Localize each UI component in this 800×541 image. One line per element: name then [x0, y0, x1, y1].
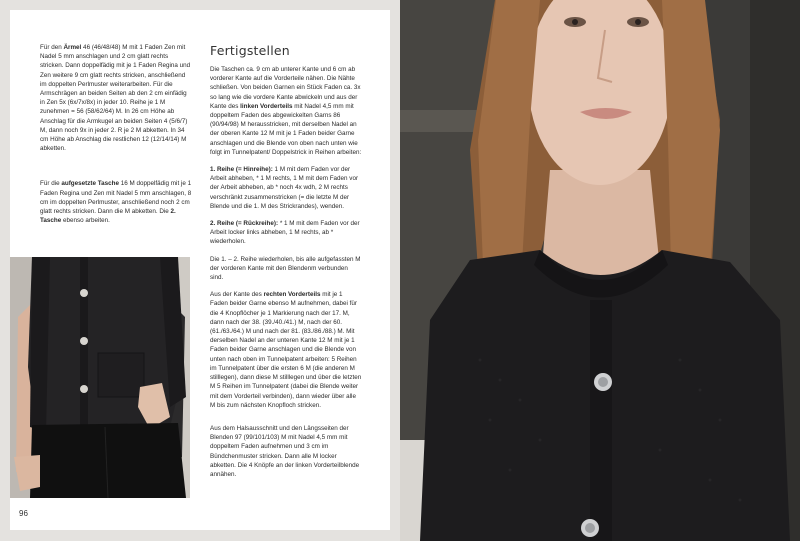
left-page [10, 10, 390, 530]
repeat-instructions: Die 1. – 2. Reihe wiederholen, bis alle aufgefassten M der vorderen Kante mit den Blendenm verbunden sind. [210, 255, 361, 282]
model-portrait-photo [400, 0, 800, 541]
sleeve-lead: Für den [40, 44, 64, 51]
cardigan-detail-photo [10, 257, 190, 498]
row-1-instructions [210, 165, 362, 211]
right-front-lead: Aus der Kante des [210, 291, 264, 299]
pocket-text: 16 M doppelfädig mit je 1 Faden Regina und Zen mit Nadel 5 mm anschlagen, 8 cm im doppelten Perlmuster, anschließend noch 2 cm glatt rechts stricken. Dann die M abketten. Die [40, 180, 192, 216]
right-text-column [210, 43, 362, 487]
neckline-instructions: Aus dem Halsausschnitt und den Längsseiten der Blenden 97 (99/101/103) M mit Nadel 4,5 mm mit doppeltem Faden aufnehmen und 3 cm im Bündchenmuster stricken. Dann alle M locker abketten. Die 4 Knöpfe an der linken Vorderteilblende annähen. [210, 424, 360, 478]
left-front-label: linken Vorderteils [240, 102, 293, 110]
pocket-tail: ebenso arbeiten. [61, 217, 110, 225]
pocket-lead: Für die [40, 180, 62, 188]
right-front-instructions [210, 290, 362, 410]
sleeve-instructions [40, 43, 192, 153]
page-number: 96 [19, 509, 28, 518]
right-front-label: rechten Vorderteils [263, 291, 321, 299]
left-text-column [40, 43, 192, 233]
row-1-label: 1. Reihe (= Hinreihe): [210, 166, 273, 174]
sleeve-text: 46 (46/48/48) M mit 1 Faden Zen mit Nadel 5 mm anschlagen und 2 cm glatt rechts stricken. Dann doppelfädig mit je 1 Faden Regina und Zen weitere 9 cm glatt rechts stricken, anschließend im doppelten Perlmuster weiterarbeiten. Für die Armschrägen an beiden Seiten ab den 2 cm einfädig in Zen 5x (6x/7x/8x) in jeder 10. Reihe je 1 M zunehmen = 56 (58/62/64) M. In 26 cm Höhe ab Anschlag für die Armkugel an beiden Seiten 4 (5/6/7) M, dann noch 9x in jeder 2. R je 2 M abketten. In 34 cm Höhe ab Anschlag die restlichen 12 (12/14/14) M abketten. [40, 44, 191, 153]
pocket-instructions [40, 179, 192, 225]
right-front-text: mit je 1 Faden beider Garne ebenso M aufnehmen, dabei für die 4 Knopflöcher je 1 Markierung nach der 17. M, dann nach der 38. (39./40./41.) M, nach der 60. (61./63./64.) M und nach der 81. (83./86./88.) M. Mit derselben Nadel an der unteren Kante 12 M mit je 1 Faden beider Garne anschlagen und die Blende von unten nach oben im Tunnelpatent arbeiten: 5 Reihen im Tunnelpatent über die ersten 6 M (die anderen M stilllegen), dann diese M stilllegen und über die letzten M 5 Reihen im Tunnelpatent (dabei die Blende weiter mit dem Vorderteil verbinden), dann wieder über alle M bis zum nächsten Knopfloch stricken. [210, 291, 362, 409]
row-2-label: 2. Reihe (= Rückreihe): [210, 220, 279, 228]
sleeve-heading: Ärmel [63, 44, 82, 51]
second-pocket-label: 2. Tasche [40, 208, 176, 225]
finishing-intro [210, 65, 362, 157]
row-1-text: 1 M mit dem Faden vor der Arbeit abheben, * 1 M rechts, 1 M mit dem Faden vor der Arbeit abheben, ab * noch 4x wdh, 2 M rechts verschränkt zusammenstricken (= die letzte M der Blende und die 1. M des Strickrandes), wenden. [210, 166, 359, 210]
section-heading: Fertigstellen [210, 43, 290, 58]
pocket-heading: aufgesetzte Tasche [61, 180, 119, 188]
row-2-instructions [210, 219, 362, 247]
row-2-text: * 1 M mit dem Faden vor der Arbeit locker links abheben, 1 M rechts, ab * wiederholen. [210, 220, 360, 246]
finishing-intro-text-2: mit Nadel 4,5 mm mit doppeltem Faden des abgewickelten Garns 86 (90/94/98) M herausstricken, mit derselben Nadel an der oberen Kante 12 M mit je 1 Faden beider Garne anschlagen und die Blende von oben nach unten wie folgt im Tunnelpatent/ Doppelstrick in Reihen arbeiten: [210, 102, 362, 156]
finishing-intro-text: Die Taschen ca. 9 cm ab unterer Kante und 6 cm ab vorderer Kante auf die Vorderteile nähen. Die Nähte schließen. Von beiden Garnen ein Stück Faden ca. 3x so lang wie die vordere Kante abwickeln und aus der Kante des [210, 66, 361, 110]
